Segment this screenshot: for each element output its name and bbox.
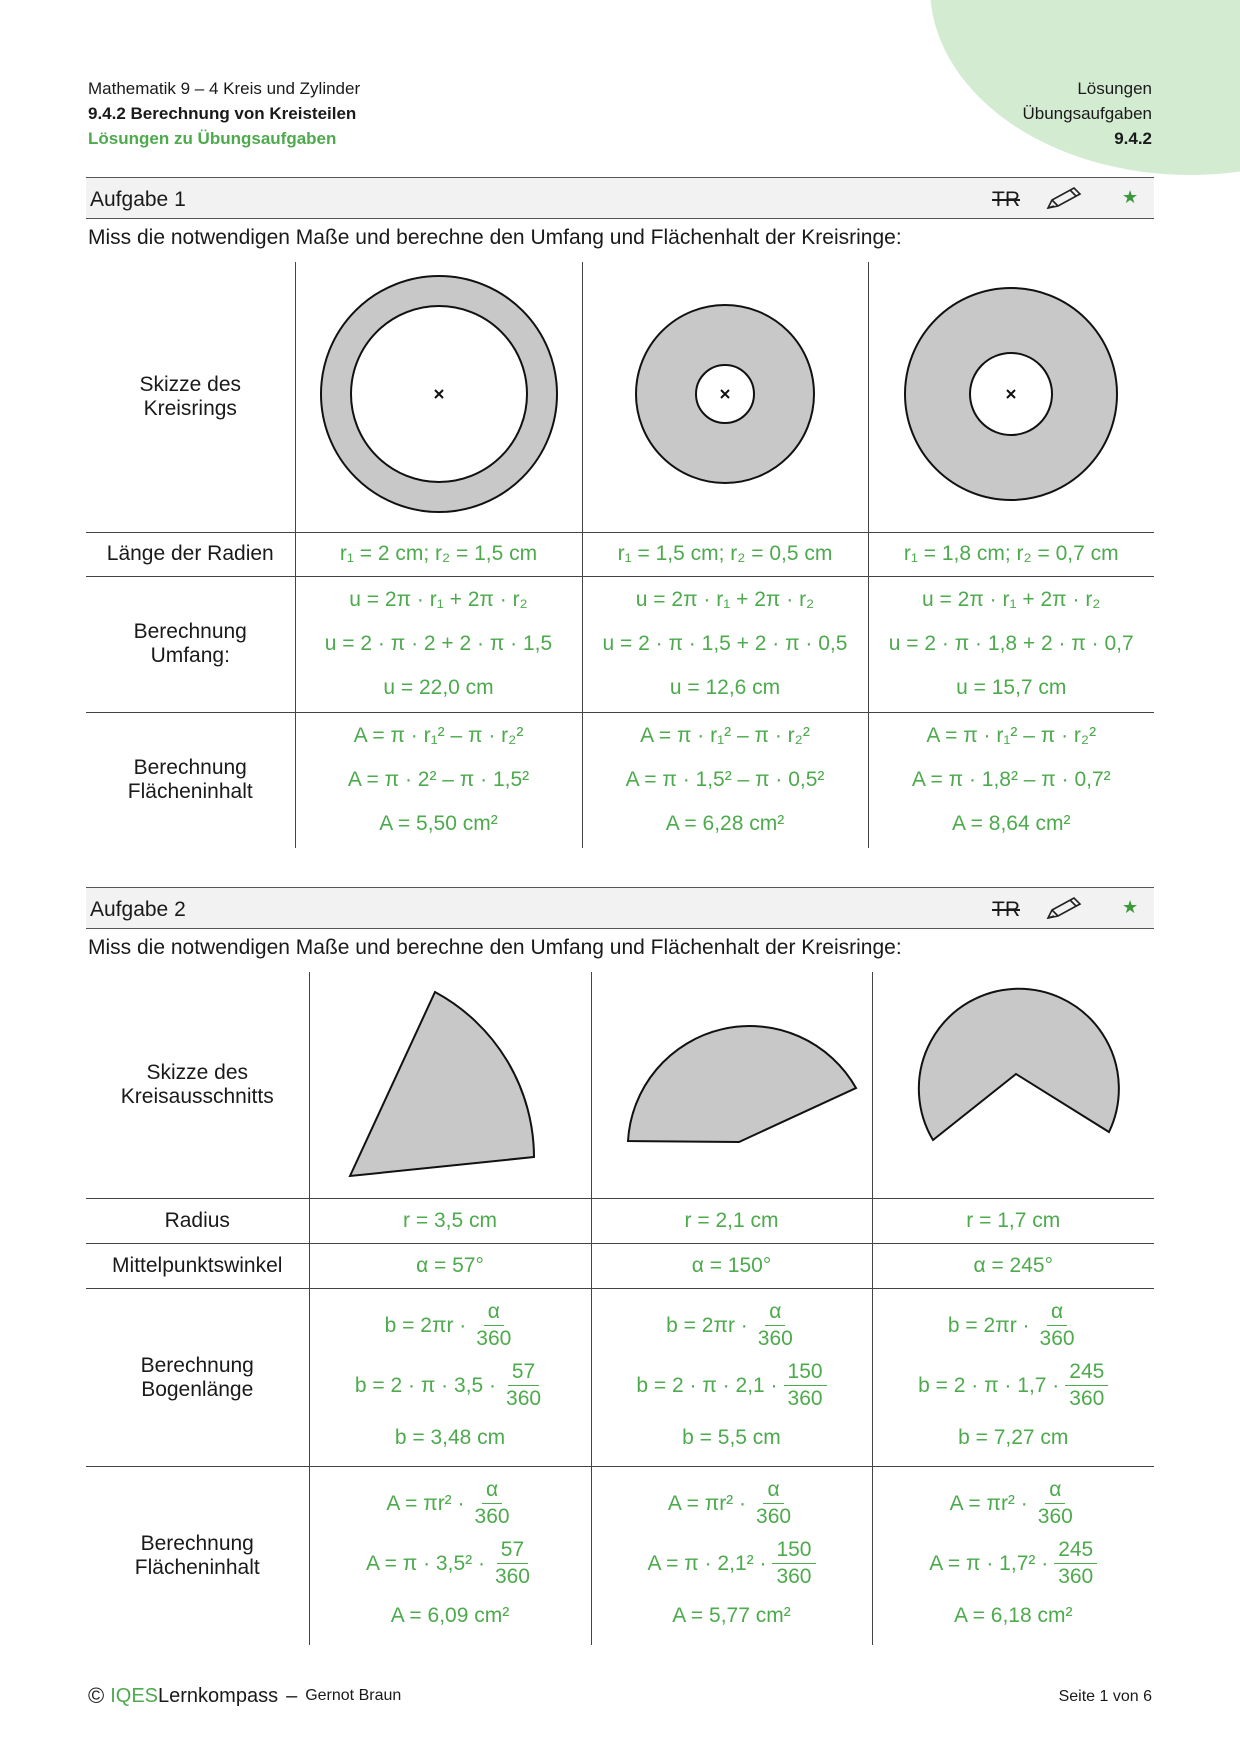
perimeter-row bbox=[86, 576, 1154, 712]
pencil-icon bbox=[1044, 896, 1084, 927]
copyright-icon: © bbox=[88, 1683, 105, 1708]
section-title: 9.4.2 Berechnung von Kreisteilen bbox=[88, 104, 357, 123]
arc-calc-3: b = 2πr · $\frac{\alpha}{360}$ b = 2 · π · 1,7 · $\frac{245}{360}$ b = 7,27 cm bbox=[872, 1289, 1154, 1467]
row-label-sketch: Skizze des Kreisrings bbox=[139, 372, 242, 420]
pencil-icon bbox=[1044, 186, 1084, 217]
sketch-row bbox=[86, 262, 1154, 532]
angle-1: α = 57° bbox=[309, 1244, 591, 1289]
author: Gernot Braun bbox=[305, 1687, 402, 1704]
task2-title: Aufgabe 2 bbox=[90, 898, 186, 921]
ring-sketch-2 bbox=[582, 262, 868, 532]
sector-area-row bbox=[86, 1467, 1154, 1645]
brand-lernkompass: Lernkompass bbox=[158, 1684, 279, 1707]
sector-area-calc-1: A = πr² · $\frac{\alpha}{360}$ A = π · 3,5² · $\frac{57}{360}$ A = 6,09 cm² bbox=[309, 1467, 591, 1645]
subtitle: Lösungen zu Übungsaufgaben bbox=[88, 129, 337, 148]
brand-iqes: IQES bbox=[110, 1684, 159, 1707]
angle-2: α = 150° bbox=[591, 1244, 872, 1289]
task2-bar bbox=[86, 887, 1154, 929]
area-calc-1: A = π · r₁² – π · r₂² A = π · 2² – π · 1,5² A = 5,50 cm² bbox=[295, 712, 582, 848]
task1-table bbox=[86, 262, 1154, 848]
sector-sketch-1 bbox=[309, 972, 591, 1199]
task2-instruction: Miss die notwendigen Maße und berechne den Umfang und Flächenhalt der Kreisringe: bbox=[88, 936, 902, 959]
row-label-angle: Mittelpunktswinkel bbox=[86, 1244, 309, 1289]
radii-2: r₁ = 1,5 cm; r₂ = 0,5 cm bbox=[582, 532, 868, 576]
task1-instruction: Miss die notwendigen Maße und berechne den Umfang und Flächenhalt der Kreisringe: bbox=[88, 226, 902, 249]
sector-area-calc-2: A = πr² · $\frac{\alpha}{360}$ A = π · 2,1² · $\frac{150}{360}$ A = 5,77 cm² bbox=[591, 1467, 872, 1645]
radius-1: r = 3,5 cm bbox=[309, 1199, 591, 1244]
radii-row bbox=[86, 532, 1154, 576]
row-label-area: Berechnung Flächeninhalt bbox=[86, 1467, 309, 1645]
angle-row bbox=[86, 1244, 1154, 1289]
area-calc-3: A = π · r₁² – π · r₂² A = π · 1,8² – π · 0,7² A = 8,64 cm² bbox=[868, 712, 1154, 848]
ring-sketch-3 bbox=[868, 262, 1154, 532]
area-calc-2: A = π · r₁² – π · r₂² A = π · 1,5² – π · 0,5² A = 6,28 cm² bbox=[582, 712, 868, 848]
arc-calc-1: b = 2πr · $\frac{\alpha}{360}$ b = 2 · π · 3,5 · $\frac{57}{360}$ b = 3,48 cm bbox=[309, 1289, 591, 1467]
calculator-icon: TR bbox=[992, 188, 1020, 211]
footer-brand bbox=[88, 1683, 401, 1709]
header-right bbox=[1022, 76, 1152, 151]
row-label-area: Berechnung Flächeninhalt bbox=[86, 712, 295, 848]
radius-2: r = 2,1 cm bbox=[591, 1199, 872, 1244]
radius-row bbox=[86, 1199, 1154, 1244]
ring-sketch-1 bbox=[295, 262, 582, 532]
sector-sketch-2 bbox=[591, 972, 872, 1199]
angle-3: α = 245° bbox=[872, 1244, 1154, 1289]
calculator-icon: TR bbox=[992, 898, 1020, 921]
footer-dash: – bbox=[286, 1684, 298, 1707]
sector-sketch-row bbox=[86, 972, 1154, 1199]
arc-calc-2: b = 2πr · $\frac{\alpha}{360}$ b = 2 · π · 2,1 · $\frac{150}{360}$ b = 5,5 cm bbox=[591, 1289, 872, 1467]
radii-3: r₁ = 1,8 cm; r₂ = 0,7 cm bbox=[868, 532, 1154, 576]
perimeter-calc-2: u = 2π · r₁ + 2π · r₂ u = 2 · π · 1,5 + 2 · π · 0,5 u = 12,6 cm bbox=[582, 576, 868, 712]
task2-table bbox=[86, 972, 1154, 1645]
arc-row bbox=[86, 1289, 1154, 1467]
sector-area-calc-3: A = πr² · $\frac{\alpha}{360}$ A = π · 1,7² · $\frac{245}{360}$ A = 6,18 cm² bbox=[872, 1467, 1154, 1645]
course-title: Mathematik 9 – 4 Kreis und Zylinder bbox=[88, 79, 361, 98]
area-row bbox=[86, 712, 1154, 848]
task1-title: Aufgabe 1 bbox=[90, 188, 186, 211]
header-left bbox=[88, 76, 360, 151]
row-label-radius: Radius bbox=[86, 1199, 309, 1244]
star-icon: ★ bbox=[1122, 897, 1139, 917]
row-label-radii: Länge der Radien bbox=[86, 532, 295, 576]
star-icon: ★ bbox=[1122, 187, 1139, 207]
radius-3: r = 1,7 cm bbox=[872, 1199, 1154, 1244]
row-label-perimeter: Berechnung Umfang: bbox=[86, 576, 295, 712]
header-right-2: Übungsaufgaben bbox=[1022, 104, 1152, 123]
task1-bar bbox=[86, 177, 1154, 219]
radii-1: r₁ = 2 cm; r₂ = 1,5 cm bbox=[295, 532, 582, 576]
header-right-1: Lösungen bbox=[1077, 79, 1152, 98]
row-label-arc: Berechnung Bogenlänge bbox=[86, 1289, 309, 1467]
perimeter-calc-1: u = 2π · r₁ + 2π · r₂ u = 2 · π · 2 + 2 · π · 1,5 u = 22,0 cm bbox=[295, 576, 582, 712]
header-right-3: 9.4.2 bbox=[1114, 129, 1152, 148]
row-label-sketch: Skizze des Kreisausschnitts bbox=[120, 1061, 274, 1108]
perimeter-calc-3: u = 2π · r₁ + 2π · r₂ u = 2 · π · 1,8 + 2 · π · 0,7 u = 15,7 cm bbox=[868, 576, 1154, 712]
page-number: Seite 1 von 6 bbox=[1058, 1688, 1152, 1705]
sector-sketch-3 bbox=[872, 972, 1154, 1199]
